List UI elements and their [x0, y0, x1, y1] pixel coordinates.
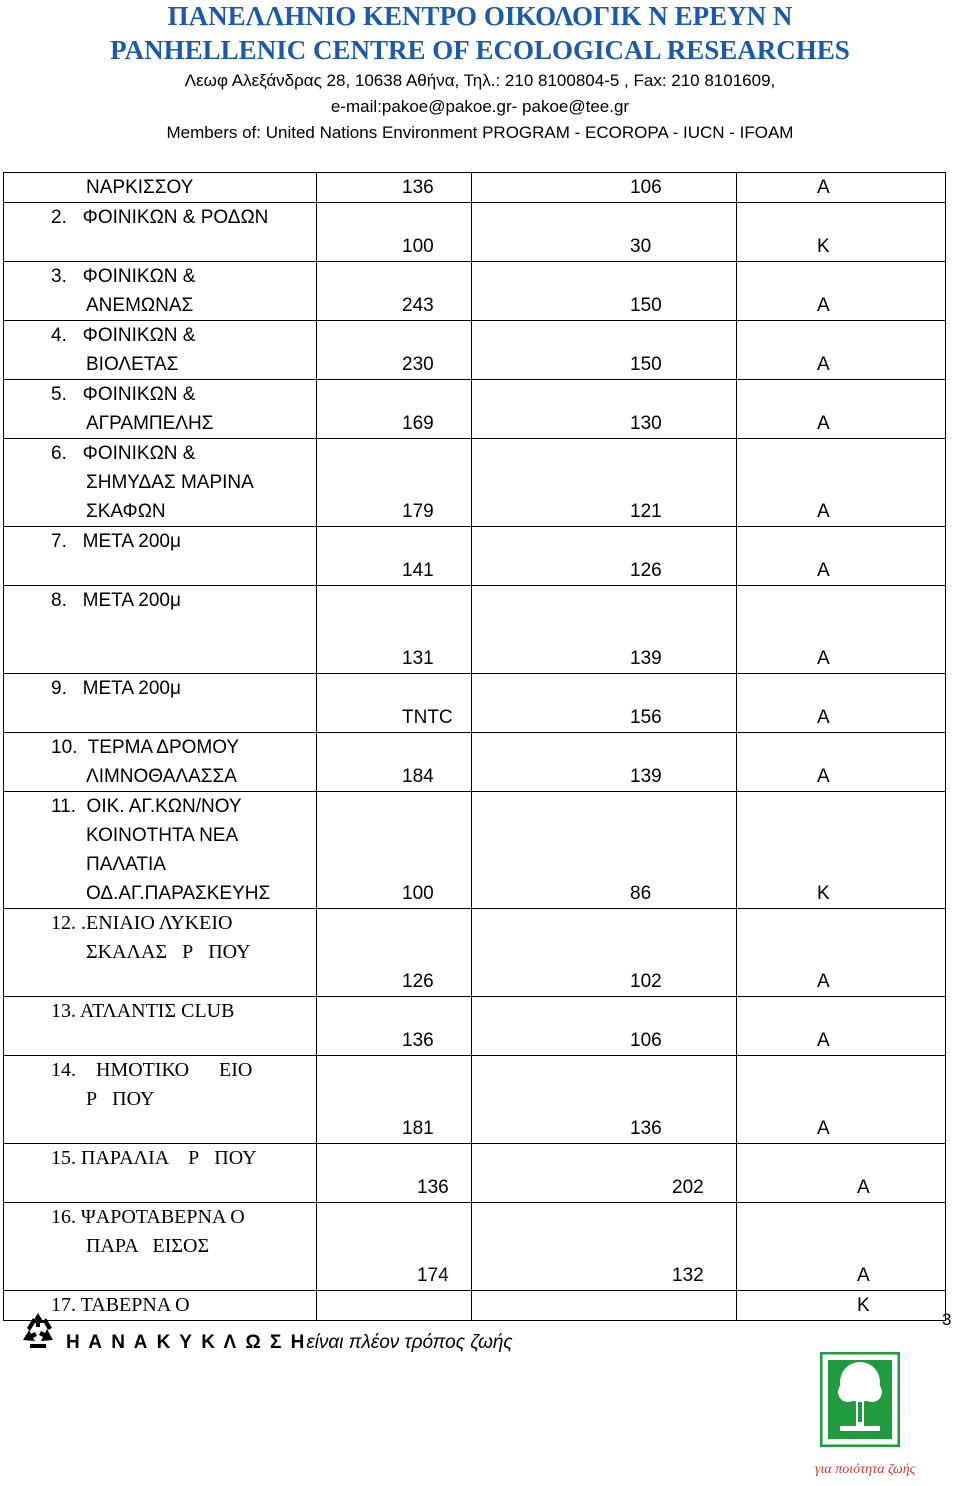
e-coli-cell — [472, 674, 737, 733]
location-line: ΚΟΙΝΟΤΗΤΑ ΝΕΑ — [86, 825, 239, 846]
location-line: ΒΙΟΛΕΤΑΣ — [86, 354, 179, 375]
grade-cell — [737, 586, 946, 674]
grade-cell — [737, 733, 946, 792]
slogan-bold: Η Α Ν Α Κ Υ Κ Λ Ω Σ Η — [66, 1332, 307, 1353]
e-coli-cell — [472, 527, 737, 586]
value-text: 202 — [672, 1177, 704, 1198]
location-line: 15. ΠΑΡΑΛΙΑ Ρ ΠΟΥ — [51, 1147, 257, 1169]
value-text: 86 — [630, 883, 652, 904]
e-coli-cell — [472, 203, 737, 262]
grade-cell — [737, 1144, 946, 1203]
header-email: e-mail:pakoe@pakoe.gr- pakoe@tee.gr — [330, 97, 630, 116]
e-coli-cell — [472, 439, 737, 527]
table-row — [4, 674, 946, 733]
table-row — [4, 792, 946, 909]
e-coli-cell — [472, 1203, 737, 1291]
table-row — [4, 733, 946, 792]
value-text: Κ — [857, 1295, 870, 1316]
grade-cell — [737, 997, 946, 1056]
value-text: 126 — [402, 971, 434, 992]
location-line: ΣΗΜΥΔΑΣ ΜΑΡΙΝΑ — [86, 472, 254, 493]
total-coliform-cell — [317, 203, 472, 262]
row-location-cell — [4, 527, 317, 586]
location-line: 7. ΜΕΤΑ 200μ — [51, 531, 181, 552]
value-text: Α — [817, 707, 830, 728]
value-text: 243 — [402, 295, 434, 316]
table-row — [4, 173, 946, 203]
location-line: 3. ΦΟΙΝΙΚΩΝ & — [51, 266, 196, 287]
table-row — [4, 527, 946, 586]
table-row — [4, 997, 946, 1056]
location-line: 4. ΦΟΙΝΙΚΩΝ & — [51, 325, 196, 346]
value-text: Α — [857, 1177, 870, 1198]
row-location-cell — [4, 173, 317, 203]
value-text: 106 — [630, 177, 662, 198]
location-line — [4, 1026, 316, 1055]
row-location-cell — [4, 733, 317, 792]
value-text: 126 — [630, 560, 662, 581]
row-location-cell — [4, 1144, 317, 1203]
header-greek-title: ΠΑΝΕΛΛΗΝΙΟ ΚΕΝΤΡΟ ΟΙΚΟΛΟΓΙΚ Ν ΕΡΕΥΝ Ν — [167, 1, 793, 31]
location-line — [4, 1173, 316, 1202]
value-text: TNTC — [402, 707, 453, 728]
value-text: Α — [817, 560, 830, 581]
location-line: 2. ΦΟΙΝΙΚΩΝ & ΡΟΔΩΝ — [51, 207, 269, 228]
table-row — [4, 1056, 946, 1144]
row-location-cell — [4, 909, 317, 997]
grade-cell — [737, 203, 946, 262]
value-text: 150 — [630, 354, 662, 375]
row-location-cell — [4, 1056, 317, 1144]
grade-cell — [737, 527, 946, 586]
total-coliform-cell — [317, 586, 472, 674]
location-line — [4, 1261, 316, 1290]
row-location-cell — [4, 997, 317, 1056]
total-coliform-cell — [317, 380, 472, 439]
location-line: ΛΙΜΝΟΘΑΛΑΣΣΑ — [86, 766, 237, 787]
header-members: Members of: United Nations Environment PROGRAM - ECOROPA - IUCN - IFOAM — [166, 123, 794, 142]
location-line: 6. ΦΟΙΝΙΚΩΝ & — [51, 443, 196, 464]
value-text: 179 — [402, 501, 434, 522]
value-text: Α — [817, 648, 830, 669]
table-row — [4, 203, 946, 262]
value-text: Α — [857, 1265, 870, 1286]
grade-cell — [737, 1291, 946, 1321]
value-text: 230 — [402, 354, 434, 375]
value-text: Α — [817, 177, 830, 198]
results-table-body — [4, 173, 946, 1321]
total-coliform-cell — [317, 1203, 472, 1291]
results-table — [3, 172, 946, 1321]
value-text: 169 — [402, 413, 434, 434]
grade-cell — [737, 439, 946, 527]
e-coli-cell — [472, 1291, 737, 1321]
header-address: Λεωφ Αλεξάνδρας 28, 10638 Αθήνα, Τηλ.: 210 8100804-5 , Fax: 210 8101609, — [184, 71, 776, 90]
value-text: 132 — [672, 1265, 704, 1286]
page-number: 3 — [942, 1310, 952, 1329]
location-line — [4, 232, 316, 261]
location-line — [4, 615, 316, 644]
total-coliform-cell — [317, 674, 472, 733]
value-text: 100 — [402, 883, 434, 904]
total-coliform-cell — [317, 792, 472, 909]
e-coli-cell — [472, 380, 737, 439]
row-location-cell — [4, 203, 317, 262]
value-text: Α — [817, 354, 830, 375]
row-location-cell — [4, 380, 317, 439]
location-line: ΝΑΡΚΙΣΣΟΥ — [86, 177, 194, 198]
row-location-cell — [4, 674, 317, 733]
row-location-cell — [4, 321, 317, 380]
e-coli-cell — [472, 792, 737, 909]
location-line: ΟΔ.ΑΓ.ΠΑΡΑΣΚΕΥΗΣ — [86, 883, 271, 904]
location-line: ΠΑΛΑΤΙΑ — [86, 854, 166, 875]
value-text: 30 — [630, 236, 652, 257]
grade-cell — [737, 262, 946, 321]
total-coliform-cell — [317, 733, 472, 792]
value-text: 184 — [402, 766, 434, 787]
grade-cell — [737, 321, 946, 380]
value-text: Α — [817, 501, 830, 522]
total-coliform-cell — [317, 1291, 472, 1321]
row-location-cell — [4, 262, 317, 321]
e-coli-cell — [472, 321, 737, 380]
total-coliform-cell — [317, 1056, 472, 1144]
value-text: Α — [817, 413, 830, 434]
location-line: 10. ΤΕΡΜΑ ΔΡΟΜΟΥ — [51, 737, 240, 758]
row-location-cell — [4, 1203, 317, 1291]
table-row — [4, 909, 946, 997]
table-row — [4, 1203, 946, 1291]
value-text: 150 — [630, 295, 662, 316]
location-line: 17. ΤΑΒΕΡΝΑ Ο — [51, 1294, 190, 1316]
location-line — [4, 967, 316, 996]
e-coli-cell — [472, 586, 737, 674]
slogan-italic: είναι πλέον τρόπος ζωής — [306, 1332, 513, 1353]
value-text: 130 — [630, 413, 662, 434]
grade-cell — [737, 792, 946, 909]
location-line: 16. ΨΑΡΟΤΑΒΕΡΝΑ Ο — [51, 1206, 245, 1228]
grade-cell — [737, 909, 946, 997]
total-coliform-cell — [317, 909, 472, 997]
value-text: Α — [817, 295, 830, 316]
value-text: 136 — [417, 1177, 449, 1198]
value-text: 141 — [402, 560, 434, 581]
location-line: ΑΝΕΜΩΝΑΣ — [86, 295, 194, 316]
table-row — [4, 262, 946, 321]
location-line: 9. ΜΕΤΑ 200μ — [51, 678, 181, 699]
value-text: 102 — [630, 971, 662, 992]
value-text: Κ — [817, 883, 830, 904]
total-coliform-cell — [317, 262, 472, 321]
e-coli-cell — [472, 1144, 737, 1203]
location-line: ΣΚΑΛΑΣ Ρ ΠΟΥ — [86, 941, 251, 963]
e-coli-cell — [472, 909, 737, 997]
location-line — [4, 703, 316, 732]
location-line: ΑΓΡΑΜΠΕΛΗΣ — [86, 413, 214, 434]
location-line: ΣΚΑΦΩΝ — [86, 501, 166, 522]
table-row — [4, 1291, 946, 1321]
value-text: 174 — [417, 1265, 449, 1286]
value-text: 121 — [630, 501, 662, 522]
location-line — [4, 644, 316, 673]
total-coliform-cell — [317, 439, 472, 527]
table-row — [4, 321, 946, 380]
value-text: 181 — [402, 1118, 434, 1139]
location-line — [4, 1114, 316, 1143]
total-coliform-cell — [317, 997, 472, 1056]
e-coli-cell — [472, 997, 737, 1056]
grade-cell — [737, 1056, 946, 1144]
location-line: Ρ ΠΟΥ — [86, 1088, 155, 1110]
value-text: Α — [817, 1118, 830, 1139]
location-line: ΠΑΡΑ ΕΙΣΟΣ — [86, 1235, 210, 1257]
e-coli-cell — [472, 733, 737, 792]
header-english-title: PANHELLENIC CENTRE OF ECOLOGICAL RESEARCHES — [110, 35, 850, 65]
value-text: Α — [817, 1030, 830, 1051]
grade-cell — [737, 674, 946, 733]
row-location-cell — [4, 586, 317, 674]
value-text: 136 — [402, 177, 434, 198]
recycle-icon — [18, 1310, 58, 1350]
location-line — [4, 556, 316, 585]
value-text: 139 — [630, 648, 662, 669]
value-text: 139 — [630, 766, 662, 787]
value-text: Κ — [817, 236, 830, 257]
table-row — [4, 1144, 946, 1203]
value-text: 131 — [402, 648, 434, 669]
total-coliform-cell — [317, 173, 472, 203]
grade-cell — [737, 173, 946, 203]
location-line: 13. ΑΤΛΑΝΤΙΣ CLUB — [51, 1000, 235, 1022]
total-coliform-cell — [317, 527, 472, 586]
location-line: 5. ΦΟΙΝΙΚΩΝ & — [51, 384, 196, 405]
value-text: Α — [817, 766, 830, 787]
value-text: 136 — [630, 1118, 662, 1139]
location-line: 14. ΗΜΟΤΙΚΟ ΕΙΟ — [51, 1059, 253, 1081]
location-line: 11. ΟΙΚ. ΑΓ.ΚΩΝ/ΝΟΥ — [51, 796, 242, 817]
e-coli-cell — [472, 262, 737, 321]
value-text: 136 — [402, 1030, 434, 1051]
location-line: 12. .ΕΝΙΑΙΟ ΛΥΚΕΙΟ — [51, 912, 233, 934]
value-text: Α — [817, 971, 830, 992]
row-location-cell — [4, 439, 317, 527]
recycling-slogan — [66, 1331, 513, 1355]
value-text: 106 — [630, 1030, 662, 1051]
grade-cell — [737, 1203, 946, 1291]
table-row — [4, 380, 946, 439]
total-coliform-cell — [317, 321, 472, 380]
table-row — [4, 586, 946, 674]
value-text: 100 — [402, 236, 434, 257]
grade-cell — [737, 380, 946, 439]
e-coli-cell — [472, 1056, 737, 1144]
tree-logo-icon — [820, 1352, 900, 1447]
table-row — [4, 439, 946, 527]
value-text: 156 — [630, 707, 662, 728]
logo-tagline: για ποιότητα ζωής — [815, 1462, 916, 1477]
total-coliform-cell — [317, 1144, 472, 1203]
e-coli-cell — [472, 173, 737, 203]
location-line: 8. ΜΕΤΑ 200μ — [51, 590, 181, 611]
row-location-cell — [4, 792, 317, 909]
